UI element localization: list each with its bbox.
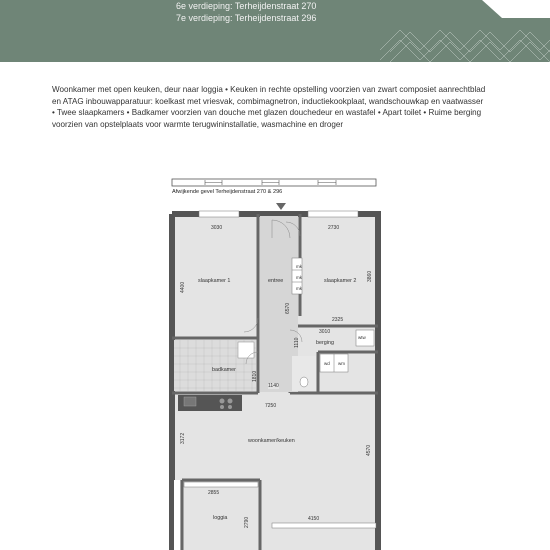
room-label-slaapkamer-2: slaapkamer 2 xyxy=(324,278,357,284)
fixture-label-mk: mk xyxy=(296,286,302,291)
dimension-label: 4400 xyxy=(180,281,186,293)
description-line: en ATAG inbouwapparatuur: koelkast met vriesvak, combimagnetron, inductiekookplaat, wandschouwkap en vaatwasser xyxy=(52,96,484,106)
dimension-label: 7250 xyxy=(265,403,277,409)
dimension-label: 3030 xyxy=(211,225,223,231)
dimension-label: 2730 xyxy=(328,225,340,231)
fixture-label-wm: wm xyxy=(338,361,345,366)
fixture-label-mk: mk xyxy=(296,275,302,280)
dimension-label: 4570 xyxy=(366,444,372,456)
gevel-note: Afwijkende gevel Terheijdenstraat 270 & 296 xyxy=(172,189,283,195)
dimension-label: 1140 xyxy=(268,383,279,389)
loggia-edge xyxy=(174,480,180,550)
description-line: Woonkamer met open keuken, deur naar loggia • Keuken in rechte opstelling voorzien van zwart composiet aanrechtblad xyxy=(52,85,486,94)
description-line: • Twee slaapkamers • Badkamer voorzien van douche met glazen douchedeur en wastafel • Apart toilet • Ruime berging xyxy=(52,108,482,118)
dimension-label: 6570 xyxy=(285,302,291,314)
room-label-badkamer: badkamer xyxy=(212,367,236,373)
badkamer-tiles xyxy=(174,340,256,391)
dimension-label: 4150 xyxy=(308,516,320,522)
fixture-label-wtw: wtw xyxy=(358,335,366,340)
floor-7-address: 7e verdieping: Terheijdenstraat 296 xyxy=(176,13,317,23)
kitchen-counter xyxy=(178,395,242,411)
dimension-label: 2790 xyxy=(244,516,250,528)
room-label-berging: berging xyxy=(316,340,334,346)
room-label-loggia: loggia xyxy=(213,515,228,521)
description-line: voorzien van opstelplaats voor warmte terugwininstallatie, wasmachine en droger xyxy=(52,119,344,129)
fixture-label-wd: wd xyxy=(324,361,330,366)
room-label-woonkamer-keuken: woonkamer/keuken xyxy=(248,438,295,444)
dimension-label: 1110 xyxy=(294,337,300,348)
dimension-label: 3860 xyxy=(367,270,373,282)
dimension-label: 2325 xyxy=(332,317,344,323)
dimension-label: 1810 xyxy=(252,370,258,382)
facade-arrow-icon xyxy=(276,203,286,210)
dimension-label: 3172 xyxy=(180,432,186,444)
dimension-label: 2855 xyxy=(208,490,220,496)
room-label-slaapkamer-1: slaapkamer 1 xyxy=(198,278,231,284)
fixture-label-mk: mk xyxy=(296,264,302,269)
dimension-label: 3010 xyxy=(319,329,331,335)
floor-6-address: 6e verdieping: Terheijdenstraat 270 xyxy=(176,1,317,11)
room-label-entree: entree xyxy=(268,278,284,284)
